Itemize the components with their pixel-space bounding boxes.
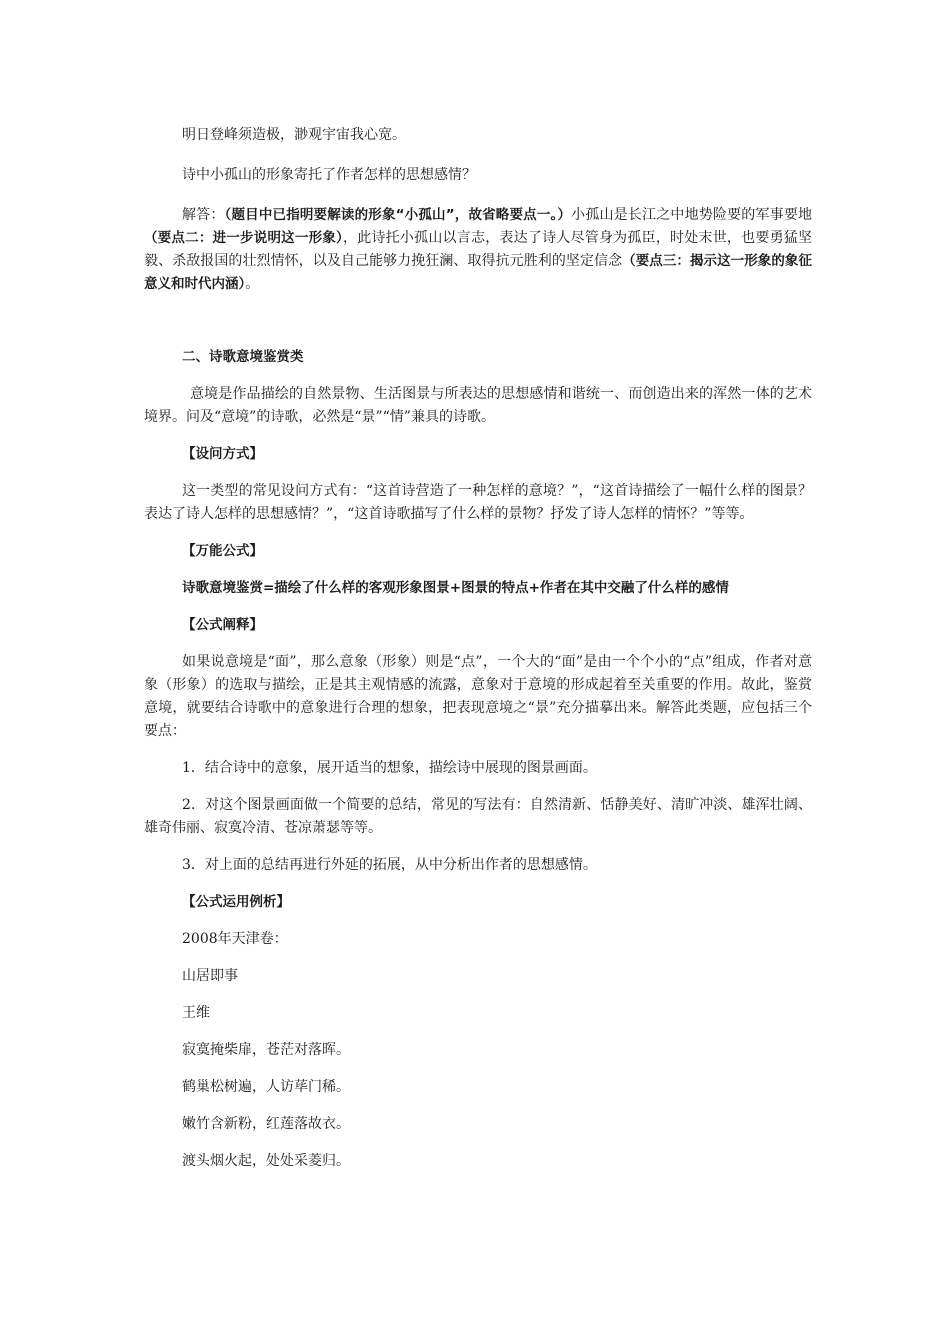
section-heading: 二、诗歌意境鉴赏类: [182, 349, 304, 365]
answer-label: 解答：: [182, 207, 225, 223]
answer-end: 。: [245, 276, 260, 292]
list-item: 1．结合诗中的意象，展开适当的想象，描绘诗中展现的图景画面。: [182, 760, 597, 776]
document-page: [144, 124, 812, 1187]
poem-line: 鹤巢松树遍，人访荜门稀。: [182, 1079, 350, 1095]
subheading: 【万能公式】: [182, 543, 263, 559]
list-item: 3．对上面的总结再进行外延的拓展，从中分析出作者的思想感情。: [182, 857, 597, 873]
poem-title: 山居即事: [182, 968, 238, 984]
answer-note-3: （要点三：揭示这一形象的象征意义和时代内涵）: [144, 253, 813, 292]
subheading: 【公式运用例析】: [182, 894, 290, 910]
poem-line: 寂寞掩柴扉，苍茫对落晖。: [182, 1042, 350, 1058]
question-text: 诗中小孤山的形象寄托了作者怎样的思想感情？: [182, 167, 476, 183]
poem-line: 嫩竹含新粉，红莲落故衣。: [182, 1116, 350, 1132]
body-paragraph: 意境是作品描绘的自然景物、生活图景与所表达的思想感情和谐统一、而创造出来的浑然一体的艺术境界。问及“意境”的诗歌，必然是“景”“情”兼具的诗歌。: [144, 386, 812, 425]
answer-note-1: （题目中已指明要解读的形象“小孤山”，故省略要点一。）: [224, 207, 572, 223]
formula-text: 诗歌意境鉴赏=描绘了什么样的客观形象图景+图景的特点+作者在其中交融了什么样的感情: [182, 580, 729, 596]
poem-line: 明日登峰须造极，渺观宇宙我心宽。: [182, 127, 406, 143]
answer-text-2: ，此诗托小孤山以言志，表达了诗人尽管身为孤臣，时处末世，也要勇猛坚毅、杀敌报国的壮烈情怀，以及自己能够力挽狂澜、取得抗元胜利的坚定信念: [144, 230, 813, 269]
poem-author: 王维: [182, 1005, 210, 1021]
answer-paragraph: [144, 204, 812, 296]
source-text: 2008年天津卷：: [182, 931, 288, 947]
spacer: [144, 296, 812, 346]
answer-note-2: （要点二：进一步说明这一形象）: [144, 230, 344, 246]
answer-text-1: 小孤山是长江之中地势险要的军事要地: [571, 207, 813, 223]
list-item: 2．对这个图景画面做一个简要的总结，常见的写法有：自然清新、恬静美好、清旷冲淡、雄浑壮阔、雄奇伟丽、寂寞冷清、苍凉萧瑟等等。: [144, 797, 812, 836]
body-paragraph: 这一类型的常见设问方式有：“这首诗营造了一种怎样的意境？”，“这首诗描绘了一幅什么样的图景？表达了诗人怎样的思想感情？”，“这首诗歌描写了什么样的景物？抒发了诗人怎样的情怀？”等等。: [144, 483, 812, 522]
subheading: 【公式阐释】: [182, 617, 263, 633]
poem-line: 渡头烟火起，处处采菱归。: [182, 1153, 350, 1169]
subheading: 【设问方式】: [182, 446, 263, 462]
body-paragraph: 如果说意境是“面”，那么意象（形象）则是“点”，一个大的“面”是由一个个小的“点”组成，作者对意象（形象）的选取与描绘，正是其主观情感的流露，意象对于意境的形成起着至关重要的作用。故此，鉴赏意境，就要结合诗歌中的意象进行合理的想象，把表现意境之“景”充分描摹出来。解答此类题，应包括三个要点：: [144, 654, 812, 739]
